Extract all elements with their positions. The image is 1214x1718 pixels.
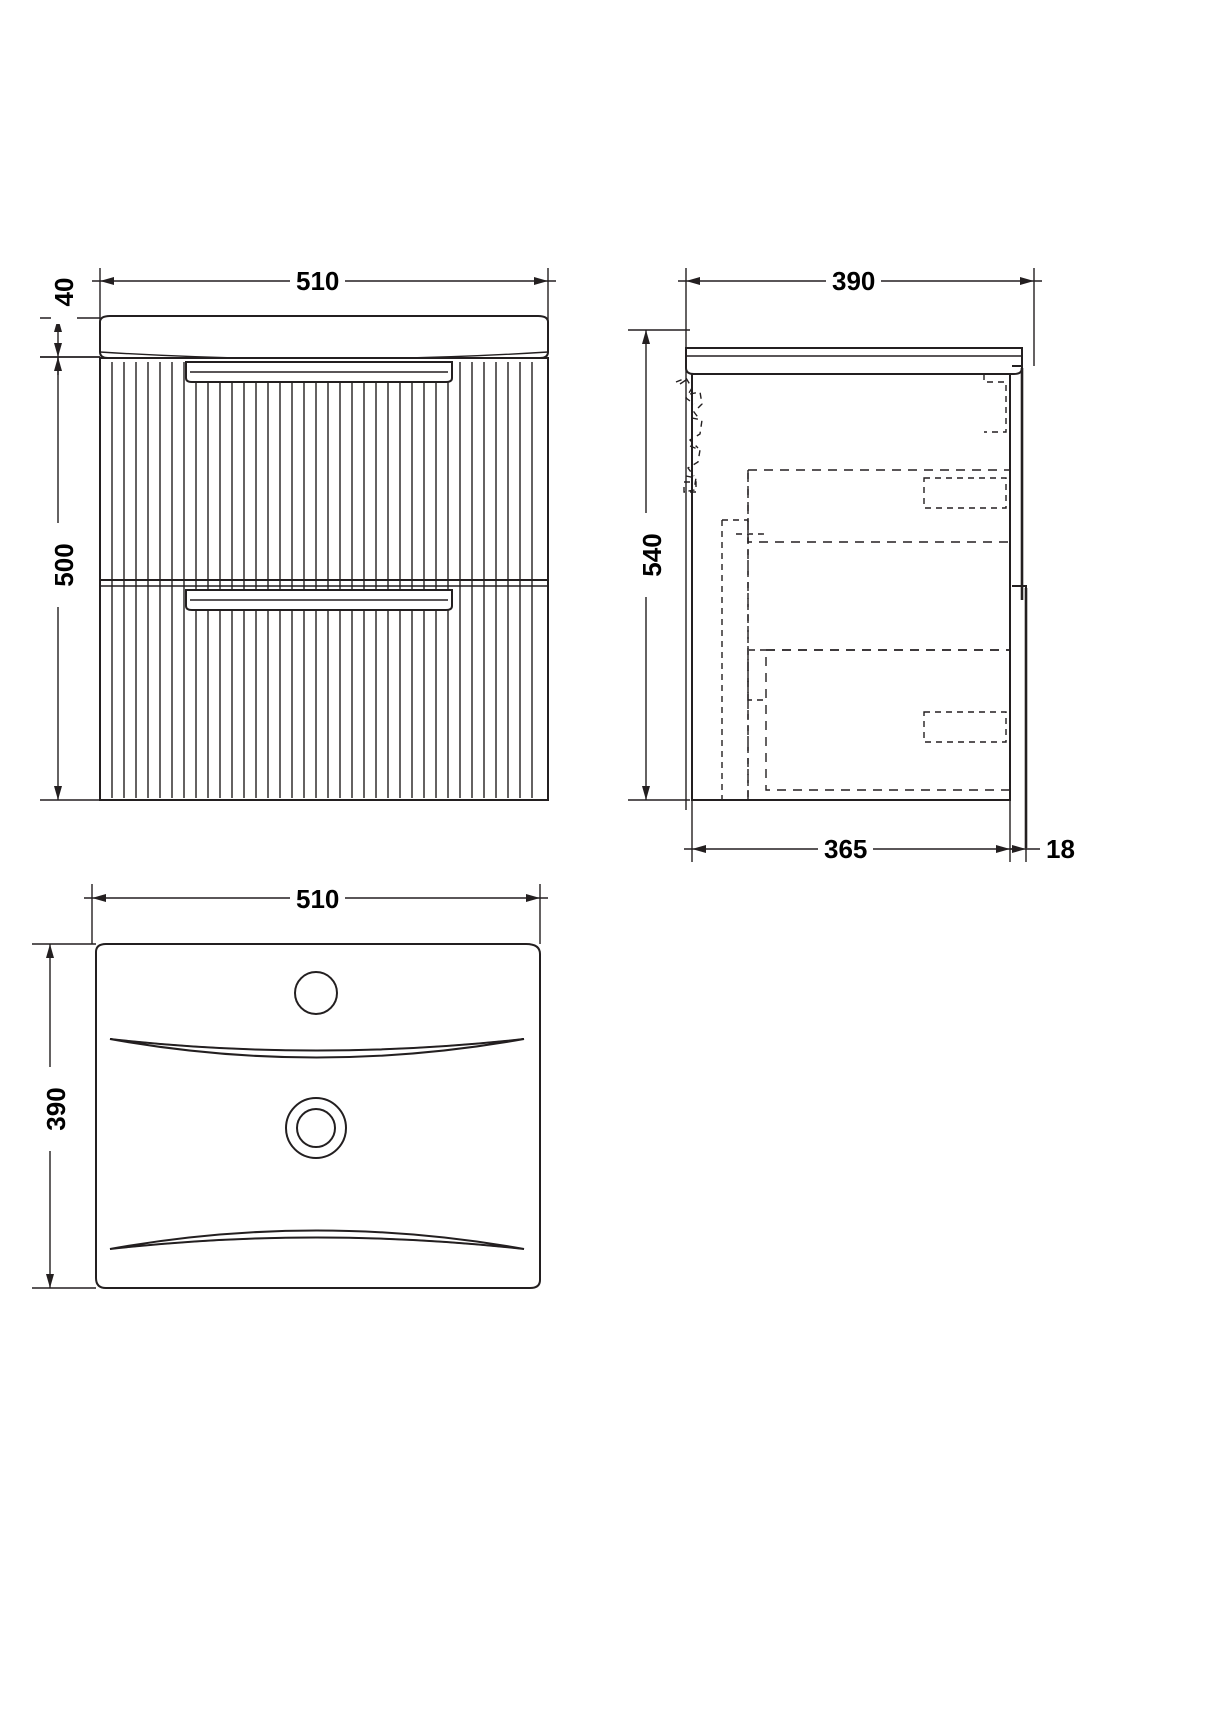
front-width-dimension-label: 510: [290, 268, 345, 294]
cabinet-height-dimension-label: 500: [51, 523, 77, 607]
side-elevation-view: [628, 268, 1058, 862]
basin-plan-view: [32, 884, 548, 1288]
side-depth-dimension-label: 390: [826, 268, 881, 294]
carcass-depth-dimension-label: 365: [818, 836, 873, 862]
overall-height-dimension-label: 540: [639, 513, 665, 597]
front-elevation-view: [40, 268, 556, 800]
basin-depth-dimension-label: 390: [43, 1067, 69, 1151]
worktop-thickness-dimension-label: 40: [51, 260, 77, 324]
handle-projection-dimension-label: 18: [1040, 836, 1081, 862]
basin-width-dimension-label: 510: [290, 886, 345, 912]
